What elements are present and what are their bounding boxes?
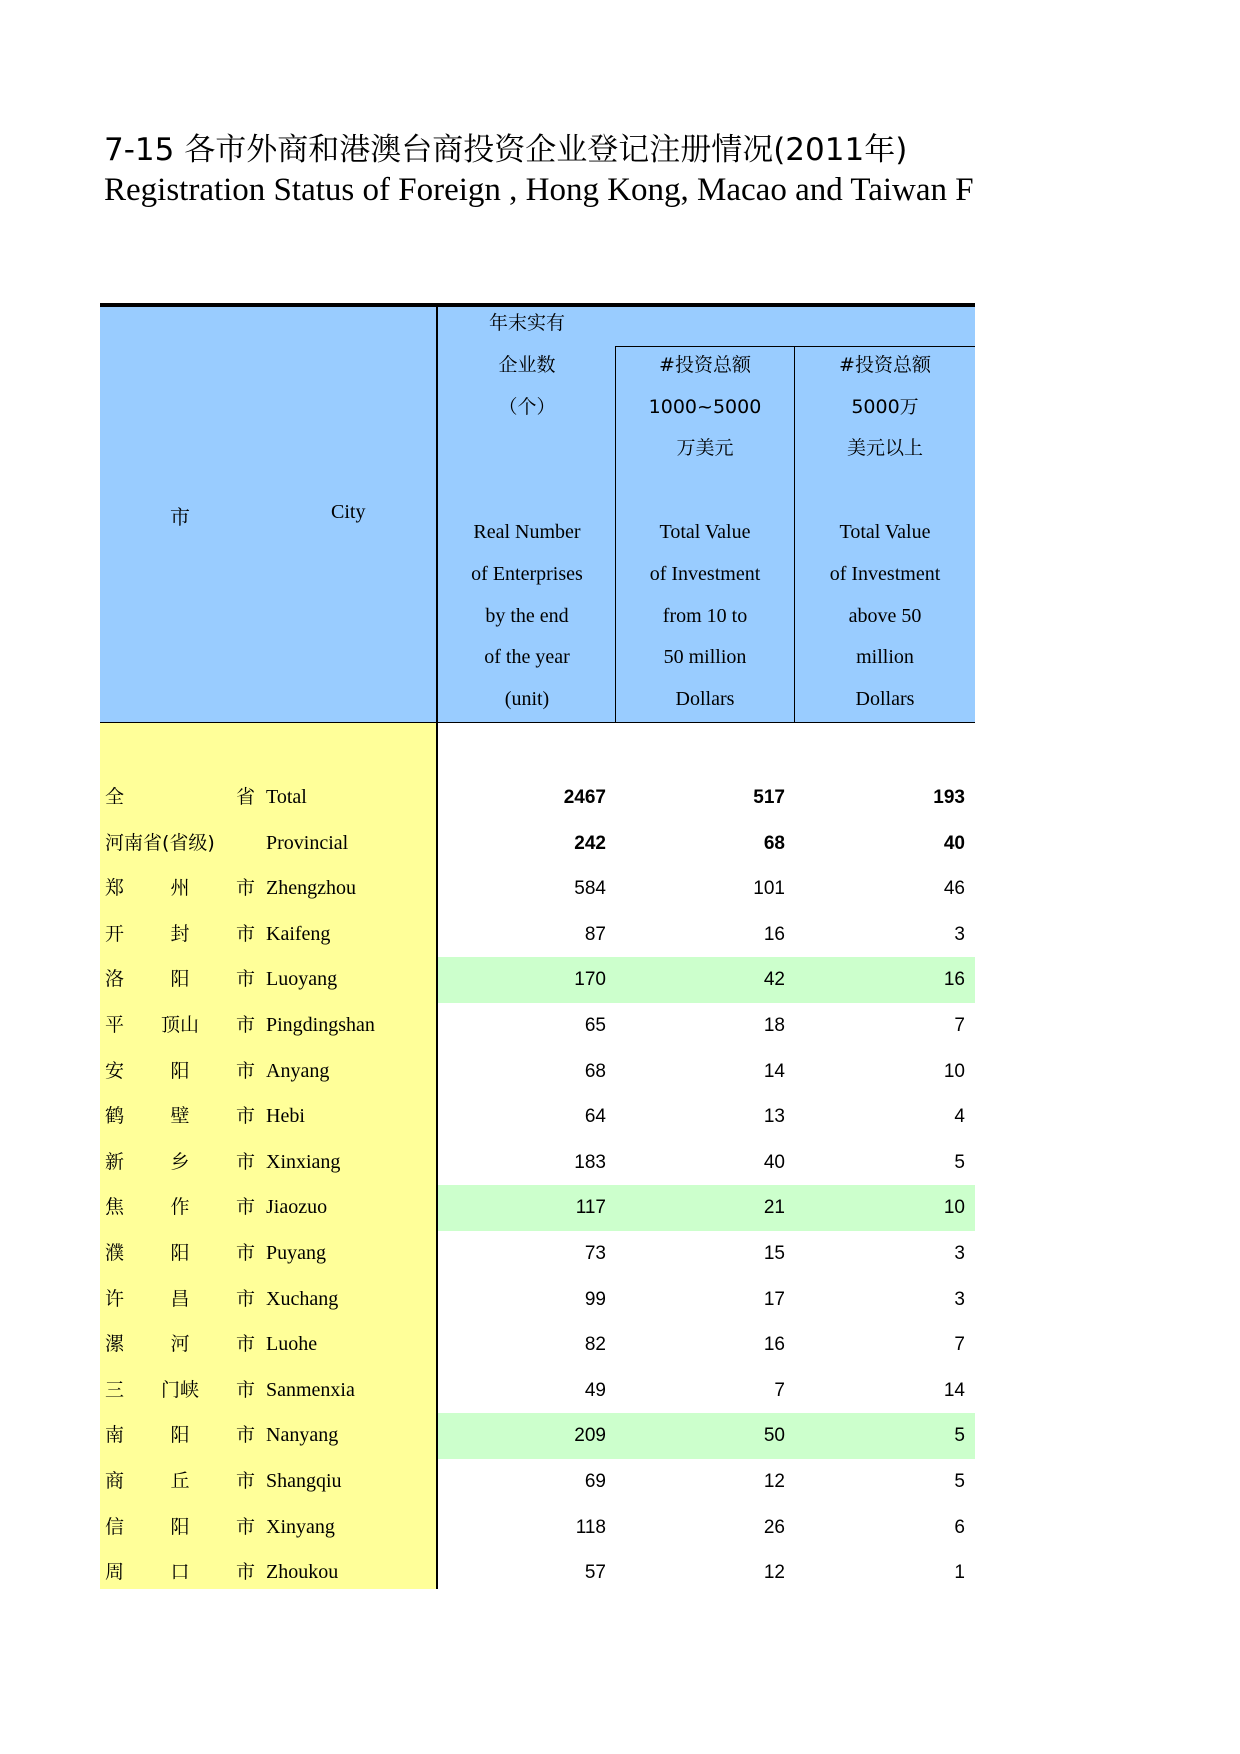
header-line: from 10 to [662,604,748,627]
header-line: of Investment [829,562,941,585]
investment-above-50-cell: 3 [954,1288,965,1310]
header-line: Total Value [659,520,751,543]
city-name-cn-part: 新 [105,1150,125,1173]
investment-above-50-cell: 7 [954,1014,965,1036]
real-number-cell: 183 [574,1151,606,1173]
header-line: #投资总额 [659,353,751,376]
header-line: (unit) [504,688,550,711]
investment-above-50-cell: 7 [954,1334,965,1356]
city-name-cn-part: 市 [235,1515,255,1538]
city-name-cn-part: 市 [235,1105,255,1128]
city-name-cn [105,1003,255,1049]
city-name-cn-part: 市 [235,1561,255,1584]
city-name-cn-part: 商 [105,1469,125,1492]
investment-10-50-cell: 42 [763,969,785,991]
investment-above-50-cell: 10 [943,1197,965,1219]
investment-above-50-cell: 4 [954,1106,965,1128]
table-title-en: Registration Status of Foreign , Hong Kong, Macao and Taiwan F [104,172,974,208]
investment-above-50-cell: 14 [943,1379,965,1401]
real-number-cell: 584 [574,878,606,900]
investment-10-50-cell: 15 [763,1242,785,1264]
city-name-cn-part: 顶山 [160,1013,199,1036]
investment-above-50-cell: 5 [954,1425,965,1447]
table-row [100,1505,975,1551]
investment-10-50-cell: 16 [763,923,785,945]
real-number-cell: 170 [574,969,606,991]
investment-above-50-cell: 40 [943,832,965,854]
city-name-cn-part: 阳 [170,1424,190,1447]
header-line: Dollars [675,688,735,711]
table-row [100,1550,975,1596]
city-name-cn [105,1413,255,1459]
city-name-cn-part: 濮 [105,1241,125,1264]
city-name-cn-part: 鹤 [105,1105,125,1128]
city-name-en: Zhoukou [266,1561,339,1584]
real-number-cell: 87 [584,923,606,945]
table-row [100,1231,975,1277]
investment-above-50-cell: 16 [943,969,965,991]
city-name-cn-part: 信 [105,1515,125,1538]
header-line: （个） [498,395,556,418]
city-name-en: Shangqiu [266,1469,342,1492]
city-name-en: Pingdingshan [266,1013,375,1036]
city-name-en: Luohe [266,1333,318,1356]
header-line: #投资总额 [839,353,931,376]
investment-10-50-cell: 12 [763,1562,785,1584]
city-name-cn-part: 南 [105,1424,125,1447]
table-row [100,1322,975,1368]
table-row [100,1459,975,1505]
investment-10-50-cell: 40 [763,1151,785,1173]
city-name-cn-part: 丘 [170,1469,190,1492]
table-row [100,1185,975,1231]
investment-above-50-cell: 5 [954,1470,965,1492]
table-row [100,1003,975,1049]
city-name-cn-part: 河 [170,1333,190,1356]
investment-10-50-cell: 50 [763,1425,785,1447]
city-name-cn [105,1550,255,1596]
city-name-cn-part: 郑 [105,877,125,900]
investment-10-50-cell: 21 [763,1197,785,1219]
table-row [100,957,975,1003]
data-table [100,303,975,1593]
header-line: 年末实有 [488,312,565,334]
real-number-cell: 117 [575,1197,606,1219]
table-row [100,1049,975,1095]
investment-10-50-cell: 17 [763,1288,785,1310]
city-name-cn [105,1094,255,1140]
city-name-en: Xinyang [266,1515,335,1538]
city-name-cn [105,821,255,867]
real-number-cell: 68 [584,1060,606,1082]
city-name-en: Total [266,786,307,808]
city-name-cn [105,1505,255,1551]
header-line: million [856,646,914,669]
city-name-cn-part: 州 [170,877,190,900]
header-investment-10-50 [616,345,794,721]
header-line: 5000万 [851,395,919,418]
header-line: Total Value [839,520,931,543]
city-name-en: Nanyang [266,1424,339,1447]
city-name-cn-part: 市 [235,1287,255,1310]
city-name-cn [105,1231,255,1277]
city-name-cn-part: 昌 [170,1287,190,1310]
header-real-number [438,303,616,721]
investment-10-50-cell: 68 [763,832,785,854]
city-name-en: Xuchang [266,1287,339,1310]
header-investment-above-50 [795,345,975,721]
investment-above-50-cell: 46 [943,878,965,900]
city-name-cn-part: 阳 [170,1241,190,1264]
city-name-cn-part: 三 [105,1378,125,1401]
city-name-cn-part: 市 [235,968,255,991]
city-name-en: Xinxiang [266,1150,341,1173]
real-number-cell: 73 [584,1242,606,1264]
header-line: 1000~5000 [648,395,762,418]
city-name-cn [105,957,255,1003]
city-name-cn-part: 市 [235,1424,255,1447]
city-name-cn-part: 作 [170,1196,190,1219]
header-line: 万美元 [676,437,734,460]
city-name-cn-part: 开 [105,922,125,945]
city-name-cn-part: 省 [235,786,255,808]
city-name-en: Sanmenxia [266,1378,355,1401]
table-row [100,1140,975,1186]
real-number-cell: 209 [574,1425,606,1447]
table-row [100,1368,975,1414]
header-line: 企业数 [498,353,556,376]
city-name-cn-part: 市 [235,1333,255,1356]
city-name-cn [105,866,255,912]
header-line: Real Number [473,520,581,543]
city-name-cn [105,1459,255,1505]
real-number-cell: 65 [584,1014,606,1036]
city-name-cn-part: 平 [105,1013,125,1036]
table-title-cn: 7-15 各市外商和港澳台商投资企业登记注册情况(2011年) [104,132,908,168]
city-name-cn-part: 周 [105,1561,125,1584]
city-name-cn [105,912,255,958]
city-name-cn-part: 门峡 [160,1378,199,1401]
table-row [100,912,975,958]
city-name-cn-part: 全 [105,786,125,808]
investment-above-50-cell: 3 [954,923,965,945]
city-name-cn [105,1185,255,1231]
investment-10-50-cell: 18 [763,1014,785,1036]
header-line: 50 million [663,646,747,669]
investment-10-50-cell: 101 [753,878,785,900]
city-name-cn-part: 阳 [170,968,190,991]
investment-above-50-cell: 193 [933,787,965,808]
header-line: by the end [485,604,569,627]
real-number-cell: 118 [575,1516,606,1538]
table-body [100,775,975,1596]
city-name-cn-part: 封 [170,922,190,945]
investment-above-50-cell: 5 [954,1151,965,1173]
header-line: above 50 [848,604,922,627]
table-row [100,821,975,867]
city-name-cn-part: 市 [235,1013,255,1036]
table-row [100,1277,975,1323]
city-name-cn [105,1322,255,1368]
city-name-en: Hebi [266,1105,305,1128]
investment-10-50-cell: 517 [753,787,785,808]
city-name-cn-part: 壁 [170,1105,190,1128]
city-name-cn [105,1368,255,1414]
city-name-cn-part: 阳 [170,1059,190,1082]
investment-above-50-cell: 10 [943,1060,965,1082]
investment-10-50-cell: 14 [763,1060,785,1082]
real-number-cell: 69 [584,1470,606,1492]
city-name-en: Luoyang [266,968,338,991]
city-name-en: Zhengzhou [266,877,356,900]
city-name-en: Provincial [266,831,349,854]
city-name-cn [105,1277,255,1323]
real-number-cell: 242 [574,832,606,854]
city-name-cn-part: 许 [105,1287,125,1310]
city-name-cn [105,1049,255,1095]
header-line: of Investment [649,562,761,585]
city-name-en: Puyang [266,1241,326,1264]
investment-10-50-cell: 7 [774,1379,785,1401]
city-name-en: Kaifeng [266,922,331,945]
city-name-cn-part: 市 [235,1150,255,1173]
city-name-cn-part: 口 [170,1561,190,1584]
real-number-cell: 2467 [563,787,606,808]
city-name-cn-part: 漯 [105,1333,125,1356]
real-number-cell: 49 [584,1379,606,1401]
investment-10-50-cell: 13 [763,1106,785,1128]
city-name-cn-part: 市 [235,1469,255,1492]
real-number-cell: 64 [584,1106,606,1128]
real-number-cell: 57 [584,1562,606,1584]
city-name-cn-part: 市 [235,922,255,945]
city-name-cn-part: 安 [105,1059,125,1082]
investment-10-50-cell: 16 [763,1334,785,1356]
city-name-cn-part: 市 [235,1196,255,1219]
investment-above-50-cell: 6 [954,1516,965,1538]
investment-10-50-cell: 12 [763,1470,785,1492]
city-name-cn-part: 洛 [105,968,125,991]
header-line: Dollars [855,688,915,711]
city-name-en: Anyang [266,1059,330,1082]
city-name-cn-part: 阳 [170,1515,190,1538]
header-line: of Enterprises [471,562,583,585]
investment-above-50-cell: 1 [954,1562,965,1584]
city-name-cn-part: 乡 [170,1150,190,1173]
city-name-en: Jiaozuo [266,1196,328,1219]
city-name-cn-part: 焦 [105,1196,125,1219]
table-row [100,1094,975,1140]
table-row [100,1413,975,1459]
table-row [100,775,975,821]
header-line: of the year [484,646,570,669]
real-number-cell: 99 [584,1288,606,1310]
header-city-cn: 市 [170,505,190,529]
city-name-cn-part: 市 [235,1059,255,1082]
investment-10-50-cell: 26 [763,1516,785,1538]
header-city-en: City [331,501,366,523]
table-row [100,866,975,912]
investment-above-50-cell: 3 [954,1242,965,1264]
header-line: 美元以上 [846,437,923,460]
city-name-cn-part: 河南省(省级) [105,831,215,854]
city-name-cn-part: 市 [235,1241,255,1264]
city-name-cn-part: 市 [235,877,255,900]
city-name-cn [105,775,255,821]
real-number-cell: 82 [584,1334,606,1356]
city-name-cn [105,1140,255,1186]
city-name-cn-part: 市 [235,1378,255,1401]
